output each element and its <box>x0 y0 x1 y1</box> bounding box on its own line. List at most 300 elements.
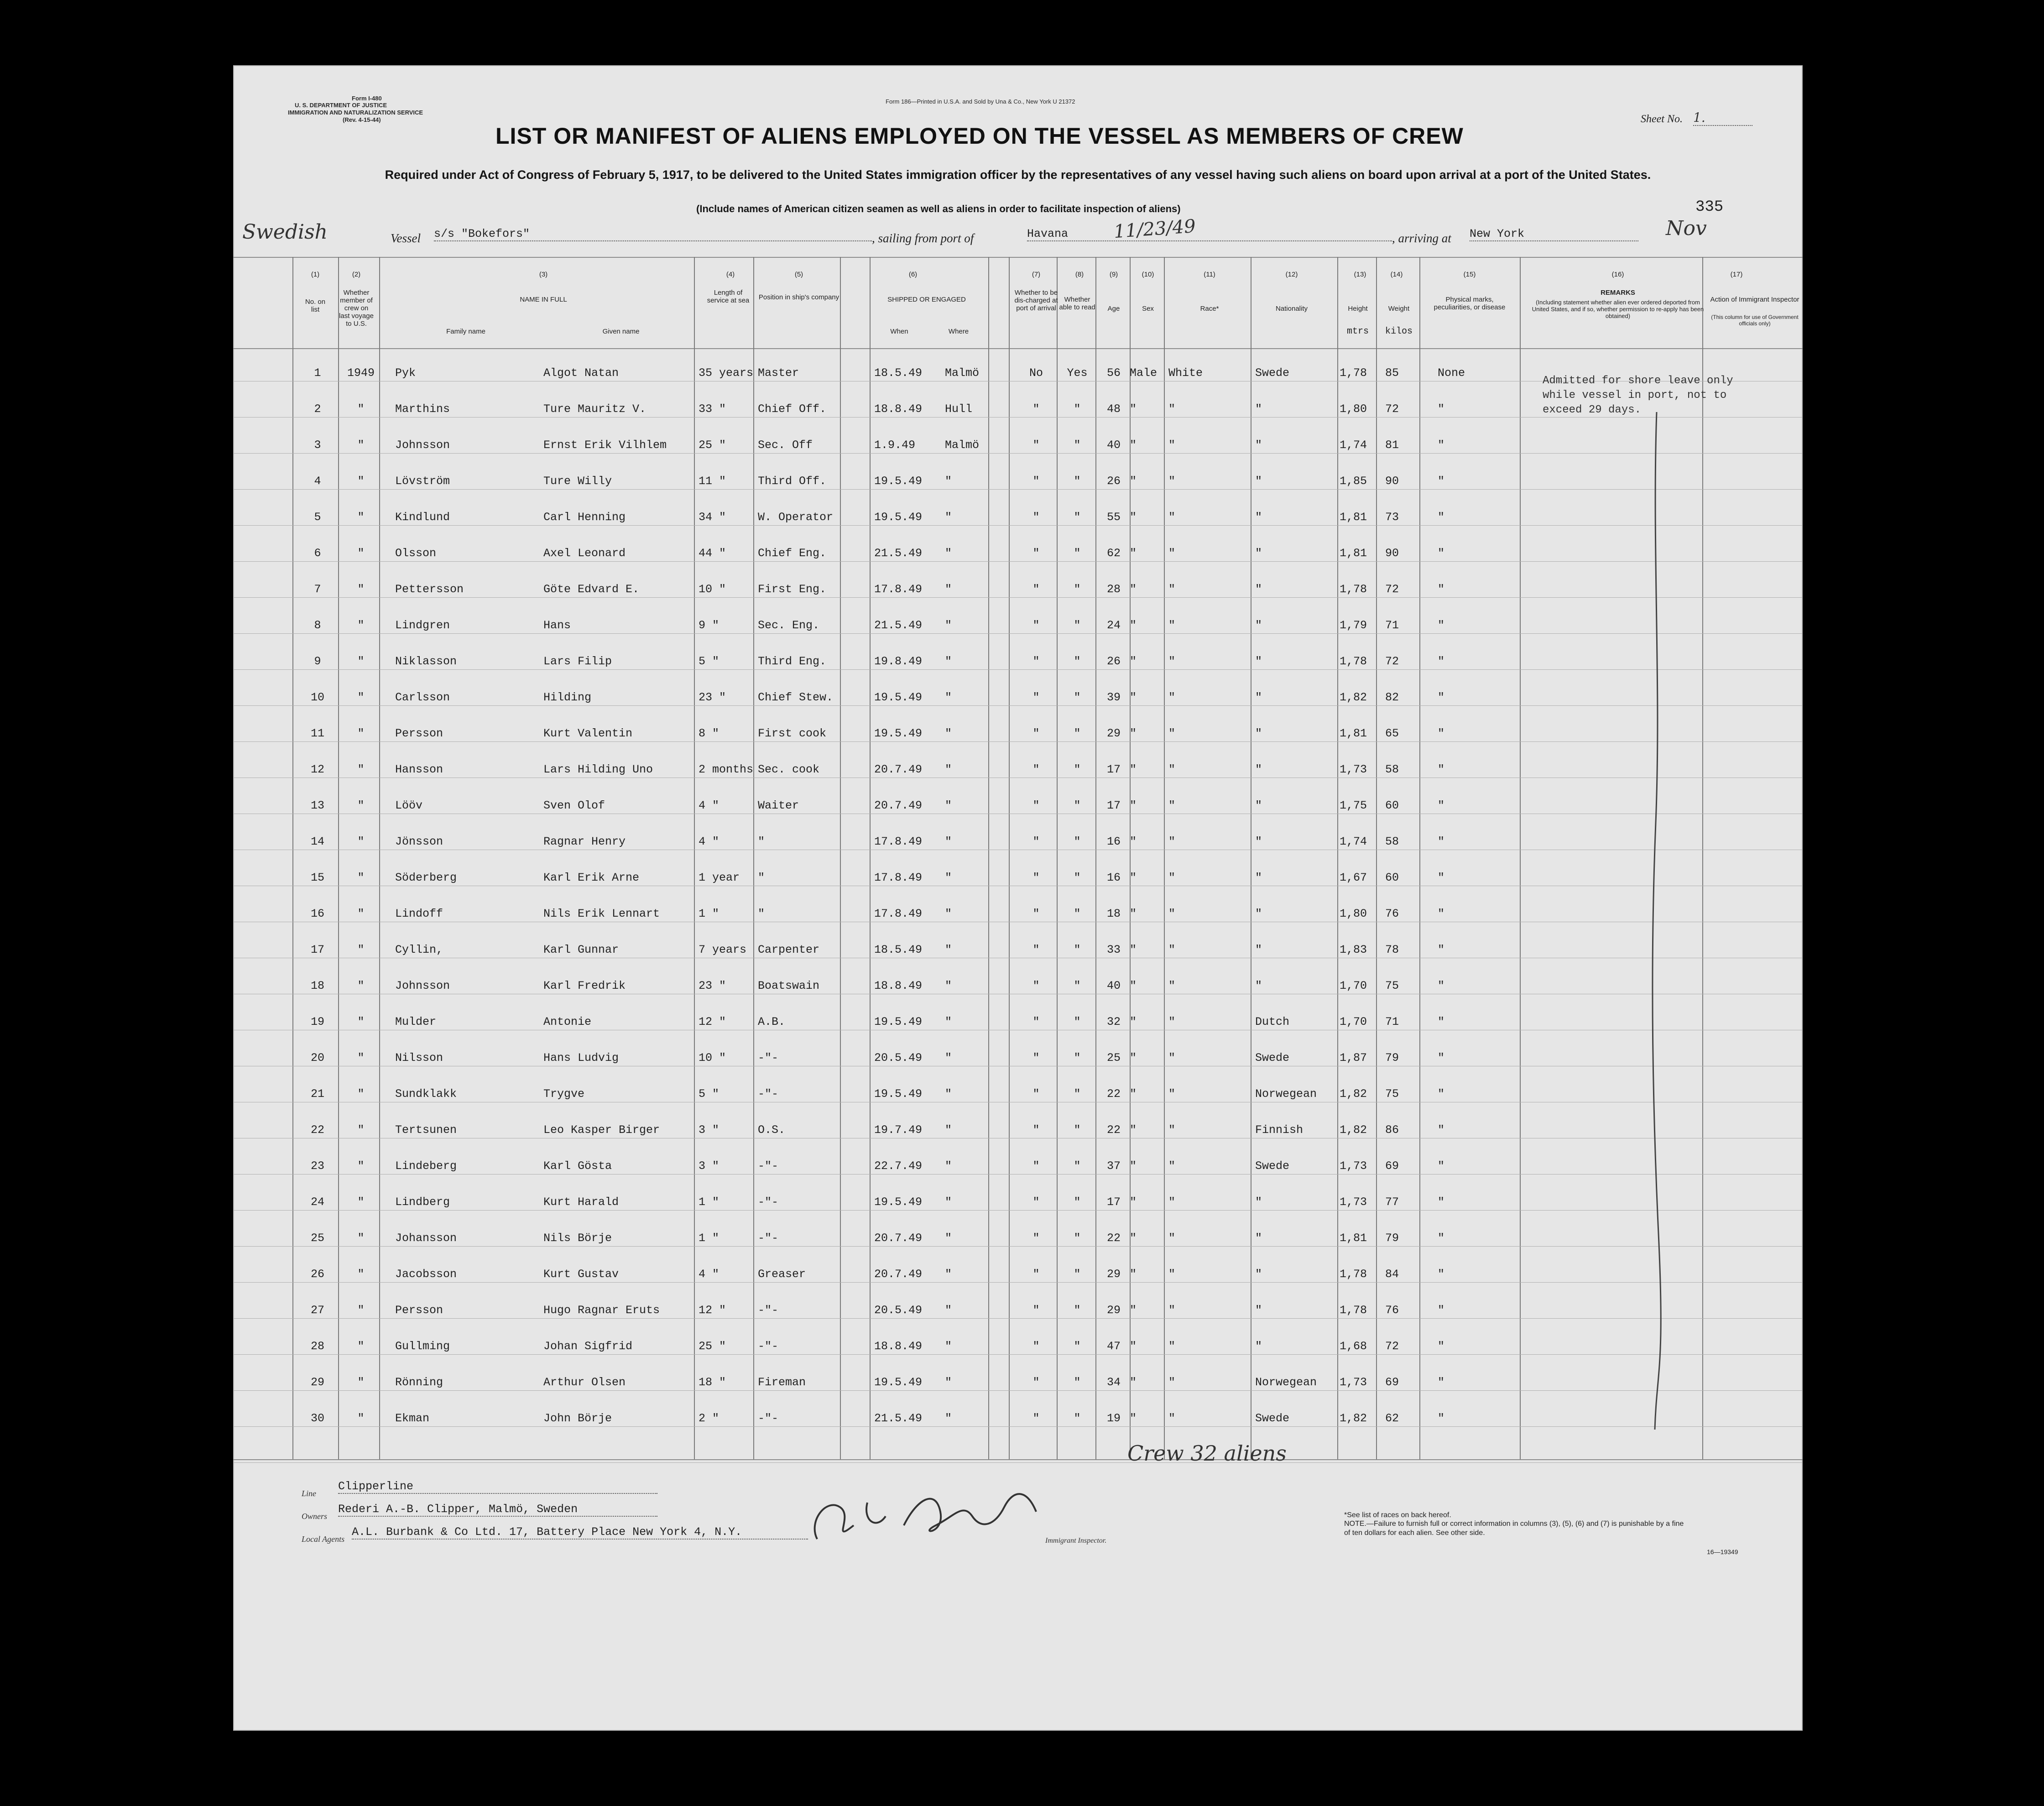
cell-race: " <box>1168 907 1176 920</box>
cell-engaged-when: 17.8.49 <box>874 907 923 920</box>
cell-nationality: Swede <box>1255 366 1290 380</box>
cell-discharge: " <box>1032 1412 1040 1425</box>
cell-height: 1,74 <box>1340 438 1367 452</box>
col-num: (8) <box>1075 271 1084 278</box>
cell-physical-marks: " <box>1438 1340 1445 1353</box>
column-rule <box>1702 257 1703 1459</box>
date-handwritten: 11/23/49 <box>1113 215 1197 243</box>
cell-given-name: John Börje <box>543 1412 612 1425</box>
cell-discharge: " <box>1032 1304 1040 1317</box>
cell-engaged-when: 19.7.49 <box>874 1123 923 1137</box>
cell-position: Carpenter <box>758 943 820 956</box>
row-rule <box>233 1246 1803 1247</box>
cell-discharge: " <box>1032 1376 1040 1389</box>
cell-given-name: Lars Filip <box>543 655 612 668</box>
cell-race: White <box>1168 366 1203 380</box>
col-header-prev-voyage: Whether member of crew on last voyage to U.S. <box>339 289 374 328</box>
cell-family-name: Lövström <box>395 475 450 488</box>
cell-position: Chief Eng. <box>758 547 827 560</box>
cell-given-name: Trygve <box>543 1087 585 1101</box>
col-header-nationality: Nationality <box>1275 305 1308 313</box>
cell-nationality: " <box>1255 907 1262 920</box>
cell-height: 1,70 <box>1340 979 1367 992</box>
cell-position: " <box>758 835 765 848</box>
col-header-service: Length of service at sea <box>707 289 750 304</box>
cell-family-name: Nilsson <box>395 1051 443 1065</box>
cell-height: 1,82 <box>1340 691 1367 704</box>
cell-prev-voyage: " <box>357 1195 365 1209</box>
cell-given-name: Hans <box>543 619 571 632</box>
cell-physical-marks: " <box>1438 1232 1445 1245</box>
cell-given-name: Göte Edvard E. <box>543 583 640 596</box>
cell-prev-voyage: " <box>357 943 365 956</box>
cell-length-of-service: 10 " <box>699 1051 726 1065</box>
cell-given-name: Ragnar Henry <box>543 835 626 848</box>
cell-nationality: " <box>1255 1195 1262 1209</box>
col-header-action-note: (This column for use of Government officials only) <box>1711 314 1799 327</box>
cell-prev-voyage: " <box>357 402 365 416</box>
cell-family-name: Carlsson <box>395 691 450 704</box>
cell-family-name: Johansson <box>395 1232 457 1245</box>
cell-prev-voyage: " <box>357 979 365 992</box>
service-name: IMMIGRATION AND NATURALIZATION SERVICE <box>288 109 423 116</box>
cell-race: " <box>1168 1195 1176 1209</box>
row-rule <box>233 561 1803 562</box>
col-num: (3) <box>539 271 548 278</box>
cell-given-name: Carl Henning <box>543 511 626 524</box>
cell-age: 56 <box>1106 366 1121 380</box>
cell-weight: 90 <box>1385 547 1399 560</box>
row-rule <box>233 489 1803 490</box>
races-note: *See list of races on back hereof. <box>1344 1511 1451 1519</box>
cell-prev-voyage: " <box>357 547 365 560</box>
cell-discharge: " <box>1032 1051 1040 1065</box>
cell-sex: " <box>1130 619 1137 632</box>
cell-prev-voyage: " <box>357 907 365 920</box>
cell-race: " <box>1168 727 1176 740</box>
cell-nationality: " <box>1255 1340 1262 1353</box>
cell-engaged-where: " <box>945 1340 952 1353</box>
owners-value: Rederi A.-B. Clipper, Malmö, Sweden <box>338 1503 657 1517</box>
cell-prev-voyage: " <box>357 1304 365 1317</box>
cell-nationality: " <box>1255 799 1262 812</box>
cell-engaged-where: " <box>945 1123 952 1137</box>
cell-able-to-read: " <box>1074 1159 1081 1173</box>
cell-discharge: " <box>1032 727 1040 740</box>
cell-height: 1,78 <box>1340 1268 1367 1281</box>
cell-age: 40 <box>1106 438 1121 452</box>
cell-engaged-where: " <box>945 1412 952 1425</box>
cell-physical-marks: " <box>1438 835 1445 848</box>
cell-prev-voyage: " <box>357 799 365 812</box>
cell-height: 1,87 <box>1340 1051 1367 1065</box>
cell-able-to-read: " <box>1074 871 1081 884</box>
col-header-name: NAME IN FULL <box>520 296 567 303</box>
col-header-given: Given name <box>602 328 640 335</box>
cell-prev-voyage: " <box>357 1087 365 1101</box>
cell-nationality: " <box>1255 583 1262 596</box>
cell-prev-voyage: " <box>357 583 365 596</box>
cell-position: Sec. cook <box>758 763 820 776</box>
cell-able-to-read: " <box>1074 475 1081 488</box>
column-rule <box>694 257 695 1459</box>
cell-position: Third Eng. <box>758 655 827 668</box>
col-header-sex: Sex <box>1142 305 1154 313</box>
cell-able-to-read: " <box>1074 402 1081 416</box>
cell-able-to-read: Yes <box>1067 366 1088 380</box>
cell-weight: 79 <box>1385 1232 1399 1245</box>
cell-length-of-service: 10 " <box>699 583 726 596</box>
cell-engaged-where: " <box>945 979 952 992</box>
cell-race: " <box>1168 1051 1176 1065</box>
cell-nationality: " <box>1255 727 1262 740</box>
remarks-text: Admitted for shore leave only while vessel in port, not to exceed 29 days. <box>1543 375 1733 416</box>
cell-row-number: 28 <box>310 1340 324 1353</box>
cell-given-name: Kurt Gustav <box>543 1268 619 1281</box>
cell-position: Fireman <box>758 1376 806 1389</box>
cell-race: " <box>1168 1412 1176 1425</box>
row-rule <box>233 1318 1803 1319</box>
cell-prev-voyage: " <box>357 727 365 740</box>
cell-height: 1,78 <box>1340 583 1367 596</box>
cell-row-number: 26 <box>310 1268 324 1281</box>
cell-position: -"- <box>758 1412 779 1425</box>
col-header-marks: Physical marks, peculiarities, or disease <box>1434 296 1506 311</box>
cell-physical-marks: " <box>1438 1087 1445 1101</box>
cell-length-of-service: 44 " <box>699 547 726 560</box>
cell-position: -"- <box>758 1195 779 1209</box>
cell-discharge: No <box>1029 366 1043 380</box>
cell-age: 17 <box>1106 763 1121 776</box>
cell-age: 19 <box>1106 1412 1121 1425</box>
col-num: (15) <box>1463 271 1476 278</box>
cell-physical-marks: " <box>1438 583 1445 596</box>
cell-given-name: Leo Kasper Birger <box>543 1123 660 1137</box>
cell-height: 1,82 <box>1340 1087 1367 1101</box>
cell-discharge: " <box>1032 763 1040 776</box>
cell-physical-marks: " <box>1438 727 1445 740</box>
cell-sex: " <box>1130 402 1137 416</box>
cell-age: 22 <box>1106 1232 1121 1245</box>
cell-family-name: Lindoff <box>395 907 443 920</box>
cell-age: 40 <box>1106 979 1121 992</box>
cell-discharge: " <box>1032 1340 1040 1353</box>
cell-position: Greaser <box>758 1268 806 1281</box>
cell-nationality: " <box>1255 1304 1262 1317</box>
cell-nationality: " <box>1255 1232 1262 1245</box>
cell-race: " <box>1168 1232 1176 1245</box>
cell-engaged-where: " <box>945 727 952 740</box>
cell-family-name: Gullming <box>395 1340 450 1353</box>
cell-able-to-read: " <box>1074 835 1081 848</box>
cell-age: 26 <box>1106 475 1121 488</box>
cell-length-of-service: 1 " <box>699 1232 720 1245</box>
cell-sex: " <box>1130 1159 1137 1173</box>
cell-race: " <box>1168 1015 1176 1028</box>
cell-weight: 71 <box>1385 619 1399 632</box>
cell-engaged-where: " <box>945 835 952 848</box>
cell-row-number: 22 <box>310 1123 324 1137</box>
col-num: (1) <box>311 271 320 278</box>
col-header-where: Where <box>948 328 969 335</box>
cell-row-number: 1 <box>314 366 321 380</box>
cell-row-number: 15 <box>310 871 324 884</box>
cell-sex: " <box>1130 1195 1137 1209</box>
cell-position: First cook <box>758 727 827 740</box>
cell-race: " <box>1168 763 1176 776</box>
cell-discharge: " <box>1032 619 1040 632</box>
cell-height: 1,73 <box>1340 1376 1367 1389</box>
port-from: Havana <box>1027 227 1392 241</box>
cell-discharge: " <box>1032 402 1040 416</box>
cell-age: 32 <box>1106 1015 1121 1028</box>
cell-age: 29 <box>1106 1304 1121 1317</box>
cell-physical-marks: " <box>1438 511 1445 524</box>
cell-sex: " <box>1130 1412 1137 1425</box>
cell-nationality: " <box>1255 871 1262 884</box>
row-rule <box>233 633 1803 634</box>
cell-discharge: " <box>1032 1195 1040 1209</box>
cell-physical-marks: " <box>1438 438 1445 452</box>
cell-prev-voyage: " <box>357 1051 365 1065</box>
cell-age: 16 <box>1106 871 1121 884</box>
cell-given-name: Ernst Erik Vilhlem <box>543 438 667 452</box>
cell-height: 1,78 <box>1340 655 1367 668</box>
cell-family-name: Mulder <box>395 1015 437 1028</box>
cell-discharge: " <box>1032 547 1040 560</box>
cell-engaged-where: " <box>945 619 952 632</box>
cell-family-name: Persson <box>395 727 443 740</box>
cell-row-number: 9 <box>314 655 321 668</box>
col-num: (7) <box>1032 271 1041 278</box>
cell-race: " <box>1168 1087 1176 1101</box>
cell-row-number: 5 <box>314 511 321 524</box>
cell-length-of-service: 12 " <box>699 1015 726 1028</box>
cell-discharge: " <box>1032 943 1040 956</box>
cell-able-to-read: " <box>1074 1051 1081 1065</box>
cell-discharge: " <box>1032 691 1040 704</box>
cell-engaged-where: " <box>945 511 952 524</box>
cell-able-to-read: " <box>1074 511 1081 524</box>
col-header-remarks: REMARKS <box>1601 289 1635 297</box>
cell-prev-voyage: " <box>357 438 365 452</box>
cell-length-of-service: 5 " <box>699 655 720 668</box>
cell-position: Chief Stew. <box>758 691 834 704</box>
cell-position: -"- <box>758 1051 779 1065</box>
cell-row-number: 8 <box>314 619 321 632</box>
cell-age: 17 <box>1106 799 1121 812</box>
cell-length-of-service: 2 " <box>699 1412 720 1425</box>
cell-row-number: 14 <box>310 835 324 848</box>
cell-race: " <box>1168 547 1176 560</box>
col-num: (2) <box>352 271 361 278</box>
cell-weight: 84 <box>1385 1268 1399 1281</box>
col-header-age: Age <box>1107 305 1120 313</box>
cell-length-of-service: 11 " <box>699 475 726 488</box>
agents-label: Local Agents <box>302 1535 345 1544</box>
column-rule <box>1376 257 1377 1459</box>
cell-engaged-where: " <box>945 763 952 776</box>
cell-prev-voyage: " <box>357 511 365 524</box>
cell-able-to-read: " <box>1074 655 1081 668</box>
row-rule <box>233 1426 1803 1427</box>
cell-race: " <box>1168 475 1176 488</box>
cell-age: 39 <box>1106 691 1121 704</box>
column-rule <box>1057 257 1058 1459</box>
row-rule <box>233 669 1803 670</box>
cell-able-to-read: " <box>1074 907 1081 920</box>
cell-nationality: Swede <box>1255 1051 1290 1065</box>
cell-row-number: 13 <box>310 799 324 812</box>
cell-engaged-when: 19.5.49 <box>874 1087 923 1101</box>
col-num: (9) <box>1109 271 1118 278</box>
cell-age: 18 <box>1106 907 1121 920</box>
cell-engaged-where: " <box>945 799 952 812</box>
cell-nationality: " <box>1255 691 1262 704</box>
cell-discharge: " <box>1032 1232 1040 1245</box>
cell-able-to-read: " <box>1074 1123 1081 1137</box>
cell-nationality: " <box>1255 475 1262 488</box>
cell-height: 1,75 <box>1340 799 1367 812</box>
cell-able-to-read: " <box>1074 547 1081 560</box>
cell-position: " <box>758 871 765 884</box>
cell-physical-marks: " <box>1438 1015 1445 1028</box>
cell-able-to-read: " <box>1074 1015 1081 1028</box>
col-header-discharge: Whether to be dis-charged at port of arrival <box>1014 289 1058 312</box>
col-num: (13) <box>1354 271 1366 278</box>
revision: (Rev. 4-15-44) <box>343 116 381 123</box>
cell-family-name: Marthins <box>395 402 450 416</box>
manifest-sheet <box>233 65 1803 1731</box>
cell-position: First Eng. <box>758 583 827 596</box>
cell-row-number: 27 <box>310 1304 324 1317</box>
cell-able-to-read: " <box>1074 1412 1081 1425</box>
vessel-name: s/s "Bokefors" <box>434 227 872 241</box>
cell-position: O.S. <box>758 1123 786 1137</box>
cell-engaged-when: 18.8.49 <box>874 1340 923 1353</box>
cell-position: Boatswain <box>758 979 820 992</box>
cell-engaged-when: 18.5.49 <box>874 366 923 380</box>
cell-given-name: Ture Willy <box>543 475 612 488</box>
cell-discharge: " <box>1032 655 1040 668</box>
cell-weight: 72 <box>1385 1340 1399 1353</box>
cell-discharge: " <box>1032 438 1040 452</box>
cell-weight: 90 <box>1385 475 1399 488</box>
cell-weight: 76 <box>1385 907 1399 920</box>
cell-weight: 85 <box>1385 366 1399 380</box>
cell-given-name: Hilding <box>543 691 592 704</box>
cell-given-name: Lars Hilding Uno <box>543 763 653 776</box>
cell-engaged-where: " <box>945 1015 952 1028</box>
cell-physical-marks: " <box>1438 1376 1445 1389</box>
cell-age: 26 <box>1106 655 1121 668</box>
cell-row-number: 30 <box>310 1412 324 1425</box>
cell-prev-voyage: " <box>357 475 365 488</box>
cell-physical-marks: " <box>1438 691 1445 704</box>
cell-height: 1,68 <box>1340 1340 1367 1353</box>
cell-weight: 58 <box>1385 763 1399 776</box>
cell-height: 1,73 <box>1340 763 1367 776</box>
cell-age: 25 <box>1106 1051 1121 1065</box>
col-header-when: When <box>890 328 908 335</box>
cell-able-to-read: " <box>1074 619 1081 632</box>
manifest-title: LIST OR MANIFEST OF ALIENS EMPLOYED ON THE VESSEL AS MEMBERS OF CREW <box>495 123 1464 149</box>
cell-length-of-service: 25 " <box>699 1340 726 1353</box>
cell-weight: 69 <box>1385 1159 1399 1173</box>
cell-length-of-service: 1 " <box>699 907 720 920</box>
cell-engaged-when: 20.5.49 <box>874 1304 923 1317</box>
cell-height: 1,81 <box>1340 727 1367 740</box>
cell-age: 47 <box>1106 1340 1121 1353</box>
cell-prev-voyage: " <box>357 1340 365 1353</box>
cell-engaged-where: " <box>945 1268 952 1281</box>
row-rule <box>233 453 1803 454</box>
cell-family-name: Söderberg <box>395 871 457 884</box>
cell-given-name: Antonie <box>543 1015 592 1028</box>
cell-race: " <box>1168 691 1176 704</box>
cell-given-name: Johan Sigfrid <box>543 1340 633 1353</box>
cell-able-to-read: " <box>1074 727 1081 740</box>
cell-length-of-service: 9 " <box>699 619 720 632</box>
arriving-label: , arriving at <box>1392 231 1451 245</box>
cell-engaged-when: 18.8.49 <box>874 979 923 992</box>
cell-given-name: Karl Fredrik <box>543 979 626 992</box>
cell-engaged-when: 21.5.49 <box>874 619 923 632</box>
cell-position: Sec. Off <box>758 438 813 452</box>
cell-age: 24 <box>1106 619 1121 632</box>
column-rule <box>840 257 841 1459</box>
column-rule <box>1009 257 1010 1459</box>
cell-engaged-when: 20.7.49 <box>874 1268 923 1281</box>
cell-given-name: Karl Gunnar <box>543 943 619 956</box>
cell-engaged-where: " <box>945 1051 952 1065</box>
cell-family-name: Johnsson <box>395 979 450 992</box>
cell-position: Sec. Eng. <box>758 619 820 632</box>
cell-engaged-when: 20.7.49 <box>874 1232 923 1245</box>
cell-row-number: 7 <box>314 583 321 596</box>
cell-weight: 72 <box>1385 583 1399 596</box>
cell-row-number: 20 <box>310 1051 324 1065</box>
cell-physical-marks: " <box>1438 1304 1445 1317</box>
cell-engaged-where: Malmö <box>945 438 980 452</box>
cell-family-name: Pettersson <box>395 583 464 596</box>
cell-race: " <box>1168 1304 1176 1317</box>
cell-age: 37 <box>1106 1159 1121 1173</box>
cell-age: 22 <box>1106 1087 1121 1101</box>
cell-row-number: 3 <box>314 438 321 452</box>
cell-position: " <box>758 907 765 920</box>
cell-age: 16 <box>1106 835 1121 848</box>
manifest-subtitle: Required under Act of Congress of February 5, 1917, to be delivered to the United States immigration officer by the representatives of any vessel having such aliens on board upon arrival at a port of the United States. <box>385 168 1651 182</box>
cell-given-name: Hans Ludvig <box>543 1051 619 1065</box>
cell-engaged-when: 19.5.49 <box>874 475 923 488</box>
cell-sex: " <box>1130 1051 1137 1065</box>
cell-race: " <box>1168 402 1176 416</box>
cell-able-to-read: " <box>1074 1195 1081 1209</box>
cell-engaged-when: 1.9.49 <box>874 438 916 452</box>
cell-position: -"- <box>758 1232 779 1245</box>
cell-given-name: Kurt Harald <box>543 1195 619 1209</box>
cell-row-number: 23 <box>310 1159 324 1173</box>
cell-family-name: Kindlund <box>395 511 450 524</box>
cell-age: 34 <box>1106 1376 1121 1389</box>
cell-row-number: 29 <box>310 1376 324 1389</box>
cell-race: " <box>1168 799 1176 812</box>
cell-discharge: " <box>1032 1087 1040 1101</box>
cell-nationality: " <box>1255 835 1262 848</box>
cell-family-name: Ekman <box>395 1412 430 1425</box>
cell-height: 1,82 <box>1340 1412 1367 1425</box>
